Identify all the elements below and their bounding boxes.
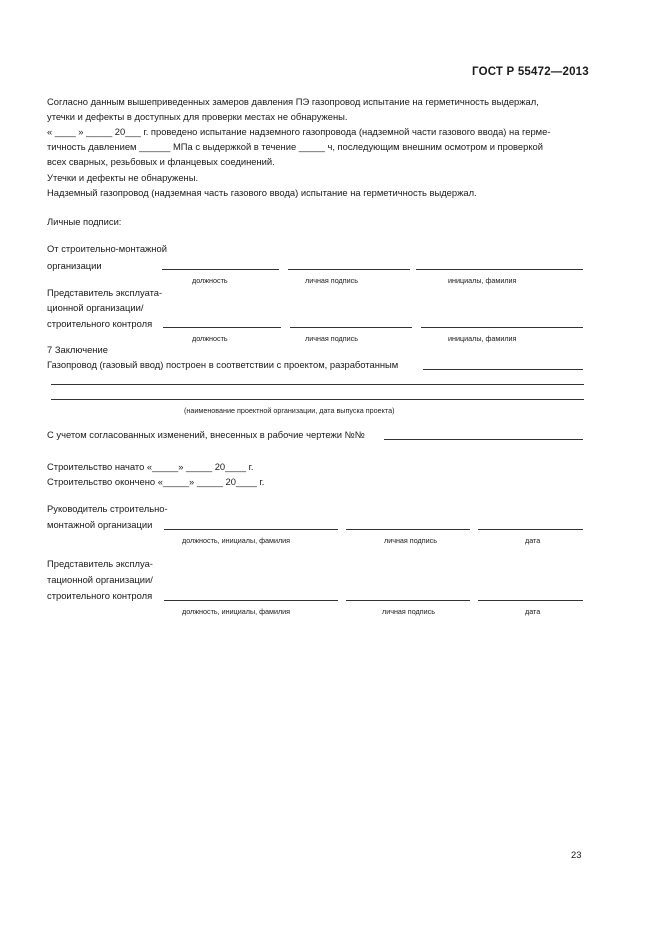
changes-drawings-line[interactable] [384,439,583,440]
sig2-position-line[interactable] [163,327,281,328]
conclusion-heading: 7 Заключение [47,344,108,355]
sig2-label-line-3: строительного контроля [47,318,153,329]
sig1-position-line[interactable] [162,269,279,270]
sig3-signature-line[interactable] [346,529,470,530]
sig1-caption-name: инициалы, фамилия [448,276,517,285]
conclusion-project-line-1[interactable] [423,369,583,370]
sig2-label-line-2: ционной организации/ [47,302,144,313]
intro-paragraph-2-line-2: тичность давлением ______ МПа с выдержкой в течение _____ ч, последующим внешним осмотром и проверкой [47,141,543,152]
intro-paragraph-1-line-1: Согласно данным вышеприведенных замеров давления ПЭ газопровод испытание на герметичность выдержал, [47,96,539,107]
sig3-caption-position: должность, инициалы, фамилия [182,536,291,545]
sig3-caption-date: дата [525,536,541,545]
sig3-label-line-2: монтажной организации [47,519,153,530]
conclusion-project-line-2[interactable] [51,384,584,385]
sig4-position-line[interactable] [164,600,338,601]
sig1-signature-line[interactable] [288,269,410,270]
sig2-label-line-1: Представитель эксплуата- [47,287,163,298]
sig1-caption-signature: личная подпись [305,276,358,285]
signatures-title: Личные подписи: [47,216,122,227]
conclusion-project-line-3[interactable] [51,399,584,400]
sig4-label-line-1: Представитель эксплуа- [47,558,153,569]
sig1-name-line[interactable] [416,269,583,270]
sig3-position-line[interactable] [164,529,338,530]
sig2-caption-name: инициалы, фамилия [448,334,517,343]
sig3-caption-signature: личная подпись [384,536,437,545]
document-code: ГОСТ Р 55472—2013 [472,66,589,78]
conclusion-text: Газопровод (газовый ввод) построен в соответствии с проектом, разработанным [47,359,399,370]
intro-paragraph-4: Надземный газопровод (надземная часть газового ввода) испытание на герметичность выдержал. [47,187,477,198]
construction-end: Строительство окончено «_____» _____ 20____ г. [47,476,265,487]
sig2-signature-line[interactable] [290,327,412,328]
sig1-label-line-1: От строительно-монтажной [47,243,167,254]
sig4-caption-position: должность, инициалы, фамилия [182,607,291,616]
intro-paragraph-3: Утечки и дефекты не обнаружены. [47,172,199,183]
sig4-caption-signature: личная подпись [382,607,435,616]
sig4-label-line-3: строительного контроля [47,590,153,601]
sig4-label-line-2: тационной организации/ [47,574,153,585]
conclusion-caption: (наименование проектной организации, дата выпуска проекта) [184,406,395,415]
sig2-name-line[interactable] [421,327,583,328]
sig1-label-line-2: организации [47,260,102,271]
sig2-caption-position: должность [192,334,228,343]
sig4-date-line[interactable] [478,600,583,601]
sig2-caption-signature: личная подпись [305,334,358,343]
intro-paragraph-1-line-2: утечки и дефекты в доступных для проверки местах не обнаружены. [47,111,348,122]
sig3-label-line-1: Руководитель строительно- [47,503,168,514]
intro-paragraph-2-line-1: « ____ » _____ 20___ г. проведено испытание надземного газопровода (надземной части газового ввода) на герме- [47,126,551,137]
sig3-date-line[interactable] [478,529,583,530]
sig1-caption-position: должность [192,276,228,285]
changes-text: С учетом согласованных изменений, внесенных в рабочие чертежи №№ [47,429,365,440]
construction-start: Строительство начато «_____» _____ 20____ г. [47,461,254,472]
sig4-signature-line[interactable] [346,600,470,601]
intro-paragraph-2-line-3: всех сварных, резьбовых и фланцевых соединений. [47,156,275,167]
page-number: 23 [571,849,582,860]
sig4-caption-date: дата [525,607,541,616]
